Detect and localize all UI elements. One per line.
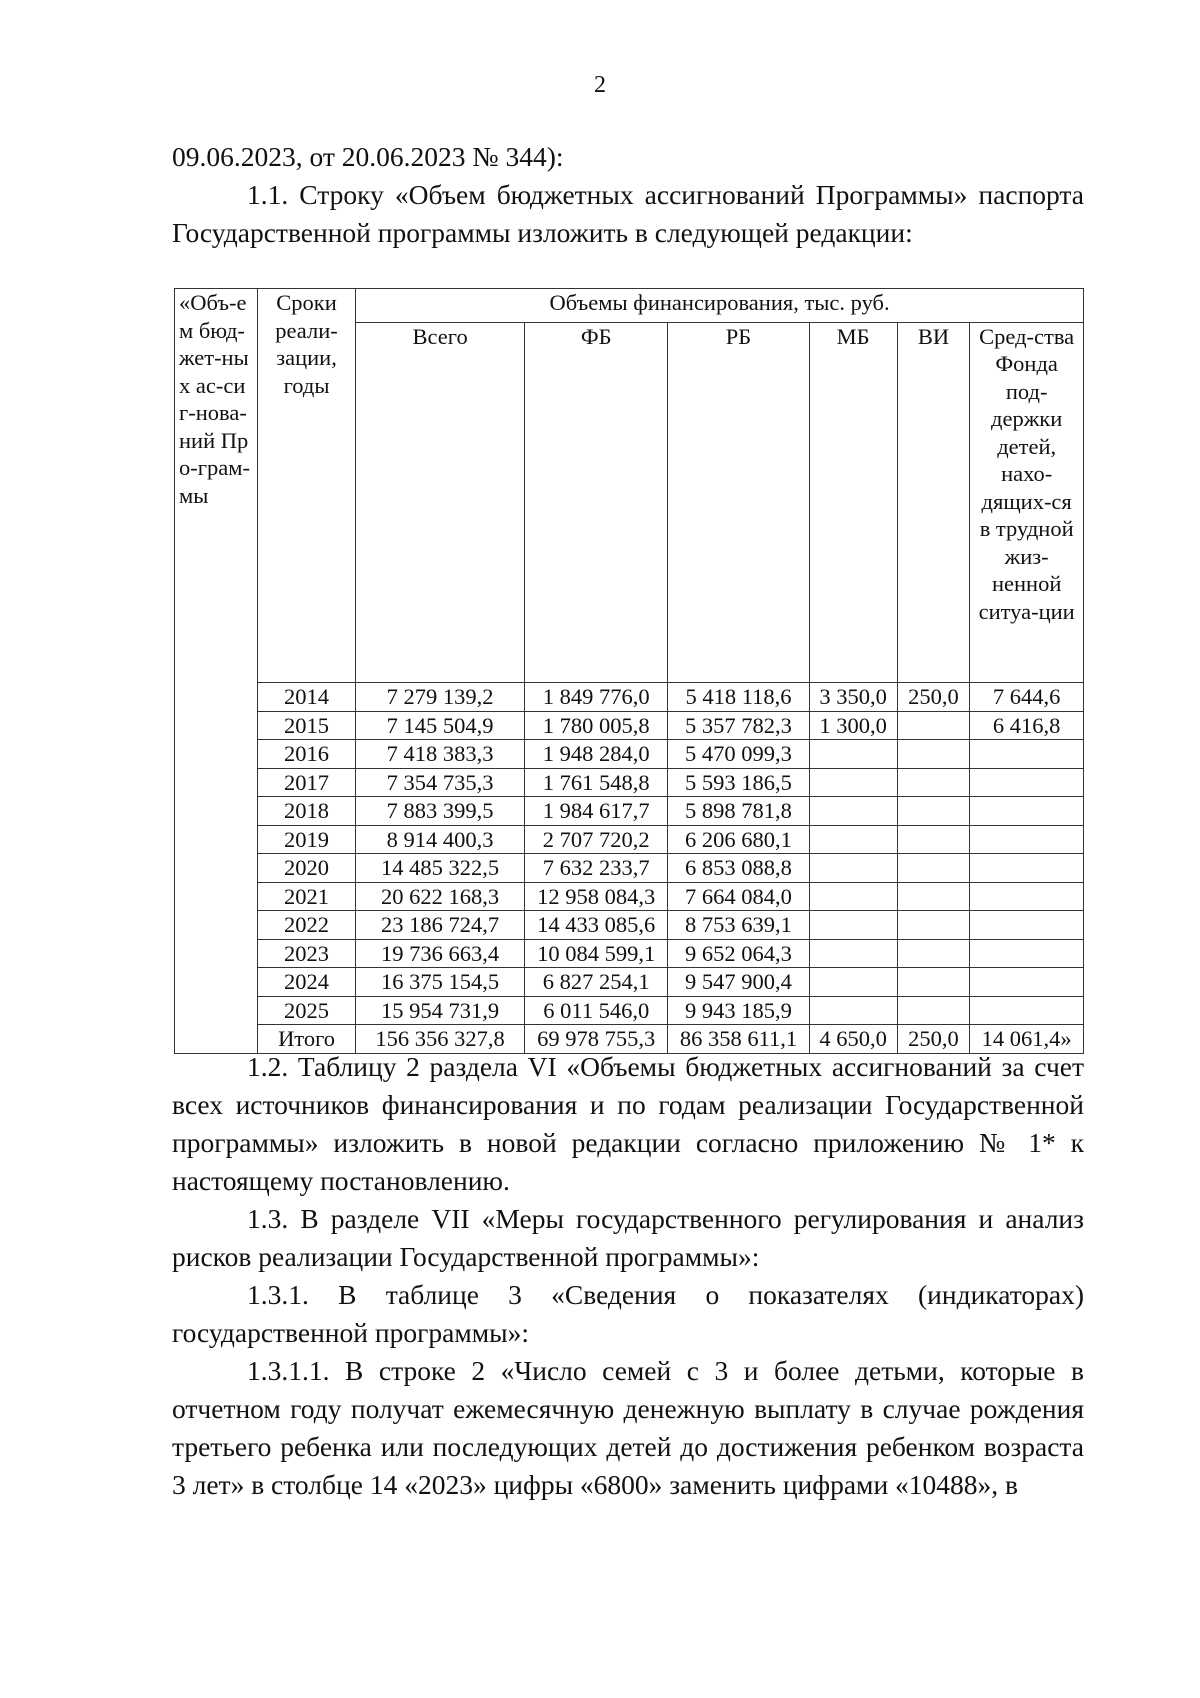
rb-cell: 9 547 900,4 xyxy=(668,968,809,997)
fund-cell xyxy=(970,797,1084,826)
year-cell: 2020 xyxy=(257,854,355,883)
fund-cell xyxy=(970,911,1084,940)
fb-cell: 7 632 233,7 xyxy=(525,854,668,883)
fund-cell xyxy=(970,996,1084,1025)
fb-cell: 1 849 776,0 xyxy=(525,683,668,712)
mb-cell: 1 300,0 xyxy=(809,711,897,740)
fb-cell: 1 780 005,8 xyxy=(525,711,668,740)
vi-cell xyxy=(897,740,970,769)
mb-cell xyxy=(809,911,897,940)
fund-cell: 7 644,6 xyxy=(970,683,1084,712)
rb-cell: 86 358 611,1 xyxy=(668,1025,809,1054)
table-row xyxy=(175,711,1084,740)
year-cell: 2024 xyxy=(257,968,355,997)
years-column-header: Сроки реали-зации, годы xyxy=(257,289,355,683)
total-cell: 7 883 399,5 xyxy=(356,797,525,826)
paragraph-1-3-1-1: 1.3.1.1. В строке 2 «Число семей с 3 и более детьми, которые в отчетном году получат ежемесячную денежную выплату в случае рождения третьего ребенка или последующих детей до достижения ребенком возраста 3 лет» в столбце 14 «2023» цифры «6800» заменить цифрами «10488», в xyxy=(172,1355,1084,1500)
table-row xyxy=(175,740,1084,769)
year-cell: 2017 xyxy=(257,768,355,797)
header-mb: МБ xyxy=(809,322,897,682)
page-number: 2 xyxy=(594,72,606,98)
fund-cell xyxy=(970,768,1084,797)
fb-cell: 69 978 755,3 xyxy=(525,1025,668,1054)
total-cell: 156 356 327,8 xyxy=(356,1025,525,1054)
funding-group-header: Объемы финансирования, тыс. руб. xyxy=(356,289,1084,323)
total-cell: 15 954 731,9 xyxy=(356,996,525,1025)
year-cell: 2014 xyxy=(257,683,355,712)
table-row xyxy=(175,825,1084,854)
rb-cell: 6 853 088,8 xyxy=(668,854,809,883)
mb-cell: 4 650,0 xyxy=(809,1025,897,1054)
fund-cell: 14 061,4» xyxy=(970,1025,1084,1054)
fund-cell xyxy=(970,854,1084,883)
vi-cell xyxy=(897,968,970,997)
intro-line: 09.06.2023, от 20.06.2023 № 344): xyxy=(172,141,564,172)
paragraph-1-3-1: 1.3.1. В таблице 3 «Сведения о показателях (индикаторах) государственной программы»: xyxy=(172,1279,1084,1348)
fund-cell xyxy=(970,740,1084,769)
total-cell: 8 914 400,3 xyxy=(356,825,525,854)
header-vi: ВИ xyxy=(897,322,970,682)
table-row xyxy=(175,939,1084,968)
fb-cell: 1 761 548,8 xyxy=(525,768,668,797)
total-cell: 7 279 139,2 xyxy=(356,683,525,712)
total-cell: 19 736 663,4 xyxy=(356,939,525,968)
mb-cell xyxy=(809,740,897,769)
header-fb: ФБ xyxy=(525,322,668,682)
year-cell: 2018 xyxy=(257,797,355,826)
vi-cell xyxy=(897,996,970,1025)
vi-cell xyxy=(897,939,970,968)
fb-cell: 12 958 084,3 xyxy=(525,882,668,911)
fund-cell xyxy=(970,882,1084,911)
vi-cell xyxy=(897,854,970,883)
table-row xyxy=(175,768,1084,797)
row-label-cell: «Объ-ем бюд-жет-ных ас-сиг-нова-ний Про-грам-мы xyxy=(175,289,258,1054)
year-cell: 2015 xyxy=(257,711,355,740)
table-row xyxy=(175,797,1084,826)
rb-cell: 9 652 064,3 xyxy=(668,939,809,968)
mb-cell xyxy=(809,882,897,911)
fund-cell: 6 416,8 xyxy=(970,711,1084,740)
fb-cell: 6 827 254,1 xyxy=(525,968,668,997)
rb-cell: 5 898 781,8 xyxy=(668,797,809,826)
mb-cell xyxy=(809,854,897,883)
total-cell: 20 622 168,3 xyxy=(356,882,525,911)
table-header-row-1 xyxy=(175,289,1084,323)
rb-cell: 5 593 186,5 xyxy=(668,768,809,797)
year-cell: 2019 xyxy=(257,825,355,854)
table-row xyxy=(175,683,1084,712)
body-block xyxy=(172,1048,1084,1504)
year-cell: 2021 xyxy=(257,882,355,911)
mb-cell: 3 350,0 xyxy=(809,683,897,712)
vi-cell: 250,0 xyxy=(897,1025,970,1054)
rb-cell: 5 418 118,6 xyxy=(668,683,809,712)
mb-cell xyxy=(809,797,897,826)
fb-cell: 10 084 599,1 xyxy=(525,939,668,968)
vi-cell xyxy=(897,797,970,826)
year-cell: 2023 xyxy=(257,939,355,968)
mb-cell xyxy=(809,968,897,997)
vi-cell: 250,0 xyxy=(897,683,970,712)
budget-table xyxy=(174,288,1084,1054)
header-fund: Сред-ства Фонда под-держки детей, нахо-дящих-ся в трудной жиз-ненной ситуа-ции xyxy=(970,322,1084,682)
rb-cell: 8 753 639,1 xyxy=(668,911,809,940)
fb-cell: 1 984 617,7 xyxy=(525,797,668,826)
vi-cell xyxy=(897,711,970,740)
table-row xyxy=(175,996,1084,1025)
intro-block xyxy=(172,138,1084,252)
rb-cell: 5 357 782,3 xyxy=(668,711,809,740)
vi-cell xyxy=(897,768,970,797)
year-cell: 2022 xyxy=(257,911,355,940)
total-cell: 7 145 504,9 xyxy=(356,711,525,740)
year-cell: Итого xyxy=(257,1025,355,1054)
vi-cell xyxy=(897,825,970,854)
mb-cell xyxy=(809,996,897,1025)
rb-cell: 5 470 099,3 xyxy=(668,740,809,769)
header-total: Всего xyxy=(356,322,525,682)
rb-cell: 6 206 680,1 xyxy=(668,825,809,854)
fund-cell xyxy=(970,939,1084,968)
vi-cell xyxy=(897,882,970,911)
table-row xyxy=(175,911,1084,940)
rb-cell: 7 664 084,0 xyxy=(668,882,809,911)
fb-cell: 1 948 284,0 xyxy=(525,740,668,769)
fund-cell xyxy=(970,825,1084,854)
table-row xyxy=(175,968,1084,997)
mb-cell xyxy=(809,768,897,797)
total-cell: 7 354 735,3 xyxy=(356,768,525,797)
mb-cell xyxy=(809,825,897,854)
fb-cell: 14 433 085,6 xyxy=(525,911,668,940)
paragraph-1-3: 1.3. В разделе VII «Меры государственного регулирования и анализ рисков реализации Государственной программы»: xyxy=(172,1203,1084,1272)
vi-cell xyxy=(897,911,970,940)
paragraph-1-1: 1.1. Строку «Объем бюджетных ассигнований Программы» паспорта Государственной программы изложить в следующей редакции: xyxy=(172,179,1084,248)
total-cell: 7 418 383,3 xyxy=(356,740,525,769)
table-row xyxy=(175,882,1084,911)
fb-cell: 6 011 546,0 xyxy=(525,996,668,1025)
year-cell: 2016 xyxy=(257,740,355,769)
rb-cell: 9 943 185,9 xyxy=(668,996,809,1025)
mb-cell xyxy=(809,939,897,968)
paragraph-1-2: 1.2. Таблицу 2 раздела VI «Объемы бюджетных ассигнований за счет всех источников финансирования и по годам реализации Государственной программы» изложить в новой редакции согласно приложению № 1* к настоящему постановлению. xyxy=(172,1051,1084,1196)
fb-cell: 2 707 720,2 xyxy=(525,825,668,854)
total-cell: 16 375 154,5 xyxy=(356,968,525,997)
total-cell: 14 485 322,5 xyxy=(356,854,525,883)
fund-cell xyxy=(970,968,1084,997)
table-row xyxy=(175,854,1084,883)
total-cell: 23 186 724,7 xyxy=(356,911,525,940)
header-rb: РБ xyxy=(668,322,809,682)
year-cell: 2025 xyxy=(257,996,355,1025)
